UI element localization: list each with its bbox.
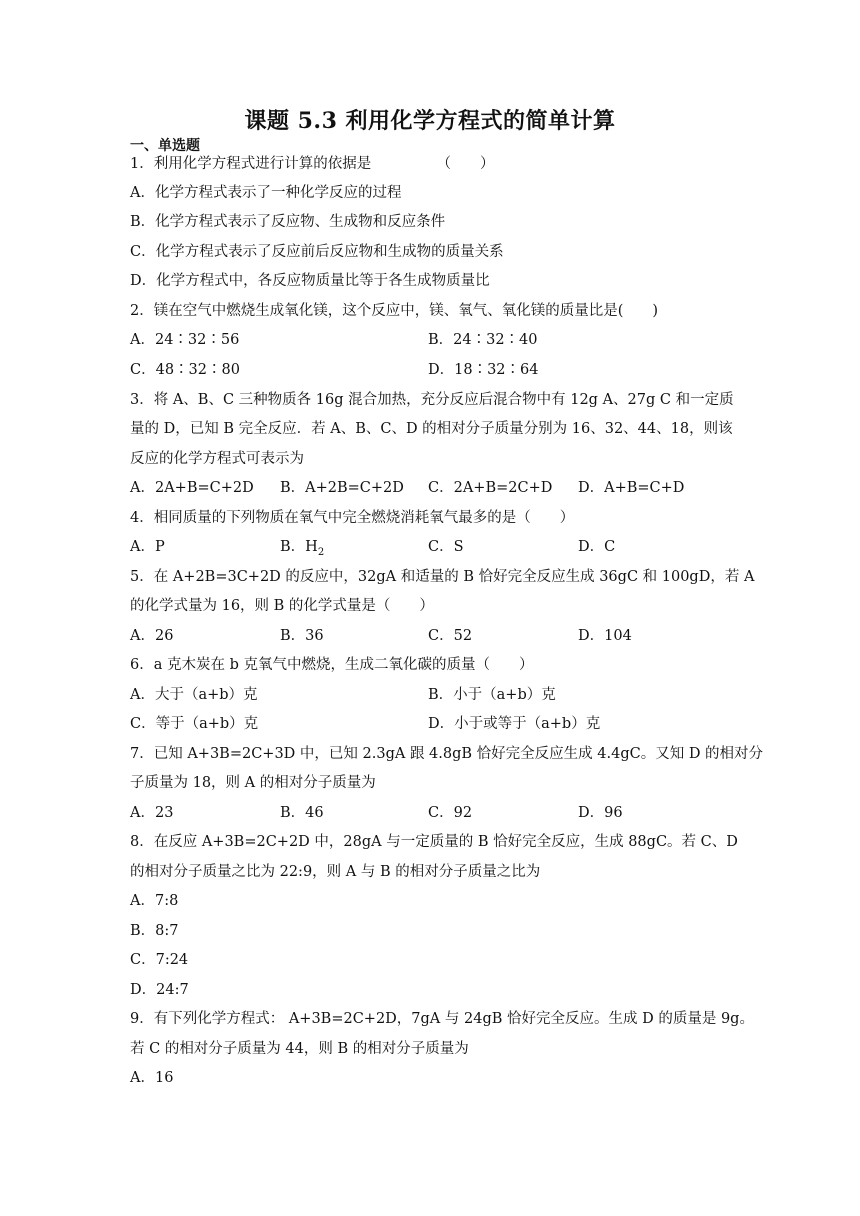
q3-option-a: A．2A+B=C+2D [130, 480, 254, 496]
q5-option-b: B．36 [280, 628, 324, 644]
q7-option-a: A．23 [130, 805, 174, 821]
q4-option-d: D．C [578, 539, 616, 555]
q9-stem-line-1: 9．有下列化学方程式： A+3B=2C+2D，7gA 与 24gB 恰好完全反应。生成 D 的质量是 9g。 [130, 1011, 754, 1027]
q7-stem-line-2: 子质量为 18，则 A 的相对分子质量为 [130, 775, 376, 791]
q4-option-a: A．P [130, 539, 165, 555]
q4-option-c: C．S [428, 539, 464, 555]
q7-option-b: B．46 [280, 805, 324, 821]
q5-option-a: A．26 [130, 628, 174, 644]
q1-option-b: B．化学方程式表示了反应物、生成物和反应条件 [130, 214, 446, 230]
q8-stem-line-2: 的相对分子质量之比为 22:9，则 A 与 B 的相对分子质量之比为 [130, 864, 541, 880]
q3-option-b: B．A+2B=C+2D [280, 480, 404, 496]
q7-stem-line-1: 7．已知 A+3B=2C+3D 中，已知 2.3gA 跟 4.8gB 恰好完全反应生成 4.4gC。又知 D 的相对分 [130, 746, 764, 762]
q6-option-a: A．大于（a+b）克 [130, 687, 258, 703]
q6-stem: 6．a 克木炭在 b 克氧气中燃烧，生成二氧化碳的质量（ ） [130, 657, 534, 673]
q8-option-a: A．7:8 [130, 893, 179, 909]
q3-stem-line-1: 3．将 A、B、C 三种物质各 16g 混合加热，充分反应后混合物中有 12g A、27g C 和一定质 [130, 392, 734, 408]
q9-stem-line-2: 若 C 的相对分子质量为 44，则 B 的相对分子质量为 [130, 1041, 469, 1057]
q3-option-c: C．2A+B=2C+D [428, 480, 553, 496]
page-title: 课题 5.3 利用化学方程式的简单计算 [244, 108, 616, 134]
q2-option-b: B．24∶32∶40 [428, 332, 538, 348]
q8-option-b: B．8:7 [130, 923, 179, 939]
q4-stem: 4．相同质量的下列物质在氧气中完全燃烧消耗氧气最多的是（ ） [130, 510, 575, 526]
section-heading: 一、单选题 [130, 138, 200, 154]
q5-option-c: C．52 [428, 628, 473, 644]
q4-option-b: B．$H_2$ [280, 539, 325, 558]
q8-option-c: C．7:24 [130, 952, 189, 968]
q2-option-c: C．48∶32∶80 [130, 362, 240, 378]
q7-option-c: C．92 [428, 805, 473, 821]
q2-option-d: D．18∶32∶64 [428, 362, 539, 378]
q1-option-c: C．化学方程式表示了反应前后反应物和生成物的质量关系 [130, 244, 504, 260]
q1-stem: 1．利用化学方程式进行计算的依据是 （ ） [130, 156, 495, 172]
q5-stem-line-2: 的化学式量为 16，则 B 的化学式量是（ ） [130, 598, 434, 614]
q5-option-d: D．104 [578, 628, 632, 644]
q6-option-d: D．小于或等于（a+b）克 [428, 716, 601, 732]
q8-stem-line-1: 8．在反应 A+3B=2C+2D 中，28gA 与一定质量的 B 恰好完全反应，生成 88gC。若 C、D [130, 834, 738, 850]
q7-option-d: D．96 [578, 805, 623, 821]
q2-option-a: A．24∶32∶56 [130, 332, 240, 348]
q1-option-a: A．化学方程式表示了一种化学反应的过程 [130, 185, 402, 201]
q3-stem-line-3: 反应的化学方程式可表示为 [130, 451, 304, 467]
q3-option-d: D．A+B=C+D [578, 480, 685, 496]
q5-stem-line-1: 5．在 A+2B=3C+2D 的反应中，32gA 和适量的 B 恰好完全反应生成 36gC 和 100gD，若 A [130, 569, 755, 585]
q6-option-c: C．等于（a+b）克 [130, 716, 259, 732]
q6-option-b: B．小于（a+b）克 [428, 687, 556, 703]
q8-option-d: D．24:7 [130, 982, 189, 998]
q1-option-d: D．化学方程式中，各反应物质量比等于各生成物质量比 [130, 273, 490, 289]
q9-option-a: A．16 [130, 1070, 174, 1086]
q2-stem: 2．镁在空气中燃烧生成氧化镁，这个反应中，镁、氧气、氧化镁的质量比是( ) [130, 303, 659, 319]
q3-stem-line-2: 量的 D，已知 B 完全反应．若 A、B、C、D 的相对分子质量分别为 16、32、44、18，则该 [130, 421, 733, 437]
